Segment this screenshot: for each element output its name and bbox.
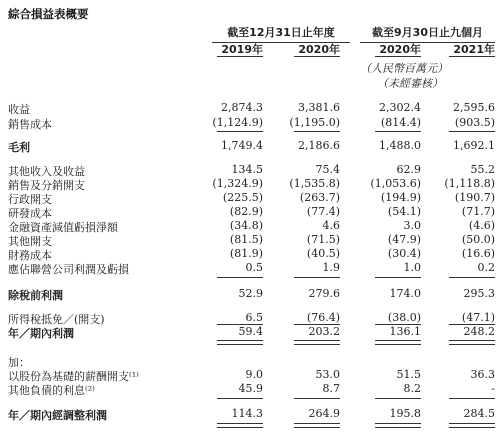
cell-value: 295.3	[463, 287, 495, 300]
table-row	[0, 163, 500, 177]
year-rule	[294, 56, 340, 57]
row-label: 除稅前利潤	[8, 289, 63, 302]
cell-value: (34.8)	[229, 219, 263, 232]
row-label: 其他收入及收益	[8, 165, 85, 178]
subtotal-rule	[294, 131, 340, 132]
cell-value: 0.2	[477, 261, 495, 274]
cell-value: (4.6)	[468, 219, 495, 232]
header-fiscal-year-label: 截至12月31日止年度	[227, 26, 335, 39]
subtotal-rule	[449, 398, 495, 399]
table-title: 綜合損益表概要	[8, 7, 89, 21]
cell-value: 2,595.6	[453, 101, 495, 114]
cell-value: (194.9)	[380, 191, 421, 204]
row-label: 銷售及分銷開支	[8, 179, 85, 192]
year-rule	[449, 56, 495, 57]
year-header: 2021年	[453, 43, 495, 56]
row-label: 其他開支	[8, 235, 52, 248]
cell-value: (38.0)	[387, 311, 421, 324]
cell-value: (16.6)	[461, 247, 495, 260]
cell-value: (82.9)	[229, 205, 263, 218]
cell-value: 4.6	[322, 219, 340, 232]
cell-value: 45.9	[238, 382, 263, 395]
cell-value: (81.5)	[229, 233, 263, 246]
cell-value: 284.5	[463, 407, 495, 420]
cell-value: 248.2	[463, 325, 495, 338]
row-label: 金融資產減值虧損淨額	[8, 221, 118, 234]
cell-value: (190.7)	[454, 191, 495, 204]
cell-value: 1.0	[403, 261, 421, 274]
total-double-rule	[375, 423, 421, 428]
cell-value: 3,381.6	[298, 101, 340, 114]
year-header: 2020年	[379, 43, 421, 56]
table-row	[0, 368, 500, 382]
cell-value: 2,186.6	[298, 139, 340, 152]
cell-value: 62.9	[396, 163, 421, 176]
cell-value: 2,302.4	[379, 101, 421, 114]
cell-value: 51.5	[396, 368, 421, 381]
year-header: 2019年	[221, 43, 263, 56]
cell-value: 264.9	[308, 407, 340, 420]
cell-value: 1.9	[322, 261, 340, 274]
cell-value: (81.9)	[229, 247, 263, 260]
cell-value: (76.4)	[306, 311, 340, 324]
cell-value: (1,053.6)	[370, 177, 421, 190]
total-double-rule	[375, 340, 421, 345]
subtotal-rule	[375, 131, 421, 132]
cell-value: (47.9)	[387, 233, 421, 246]
subtotal-rule	[217, 277, 263, 278]
table-row	[0, 311, 500, 325]
table-row	[0, 233, 500, 247]
cell-value: (71.5)	[306, 233, 340, 246]
cell-value: 36.3	[470, 368, 495, 381]
cell-value: 279.6	[308, 287, 340, 300]
table-row	[0, 116, 500, 130]
cell-value: 75.4	[315, 163, 340, 176]
cell-value: 8.2	[403, 382, 421, 395]
cell-value: 1,749.4	[221, 139, 263, 152]
total-double-rule	[217, 423, 263, 428]
cell-value: (77.4)	[306, 205, 340, 218]
cell-value: 9.0	[245, 368, 263, 381]
cell-value: 55.2	[470, 163, 495, 176]
cell-value: 114.3	[231, 407, 263, 420]
cell-value: (54.1)	[387, 205, 421, 218]
cell-value: (1,324.9)	[212, 177, 263, 190]
cell-value: 2,874.3	[221, 101, 263, 114]
row-label: 以股份為基礎的薪酬開支⁽¹⁾	[8, 370, 139, 383]
total-double-rule	[449, 423, 495, 428]
table-row	[0, 177, 500, 191]
cell-value: 174.0	[389, 287, 421, 300]
cell-value: 6.5	[245, 311, 263, 324]
cell-value: (71.7)	[461, 205, 495, 218]
cell-value: 195.8	[389, 407, 421, 420]
cell-value: (225.5)	[222, 191, 263, 204]
cell-value: 3.0	[403, 219, 421, 232]
row-label: 加：	[8, 356, 30, 369]
year-rule	[375, 56, 421, 57]
subtotal-rule	[217, 398, 263, 399]
cell-value: 203.2	[308, 325, 340, 338]
cell-value: 59.4	[238, 325, 263, 338]
table-row	[0, 247, 500, 261]
row-label: 行政開支	[8, 193, 52, 206]
cell-value: (903.5)	[454, 116, 495, 129]
subtotal-rule	[449, 277, 495, 278]
table-row	[0, 139, 500, 153]
cell-value: -	[491, 382, 495, 395]
cell-value: 53.0	[315, 368, 340, 381]
subtotal-rule	[449, 131, 495, 132]
cell-value: (50.0)	[461, 233, 495, 246]
cell-value: 1,488.0	[379, 139, 421, 152]
cell-value: (1,535.8)	[289, 177, 340, 190]
unit-label: （人民幣百萬元）	[360, 62, 448, 75]
table-row	[0, 382, 500, 396]
table-row	[0, 325, 500, 339]
subtotal-rule	[294, 277, 340, 278]
row-label: 所得稅抵免／(開支)	[8, 313, 105, 326]
total-double-rule	[449, 340, 495, 345]
row-label: 收益	[8, 103, 30, 116]
subtotal-rule	[294, 398, 340, 399]
subtotal-rule	[217, 131, 263, 132]
cell-value: 0.5	[245, 261, 263, 274]
total-double-rule	[217, 340, 263, 345]
cell-value: 134.5	[231, 163, 263, 176]
row-label: 研發成本	[8, 207, 52, 220]
cell-value: (814.4)	[380, 116, 421, 129]
cell-value: (263.7)	[299, 191, 340, 204]
header-nine-months-label: 截至9月30日止九個月	[372, 26, 483, 39]
year-rule	[217, 56, 263, 57]
table-row	[0, 219, 500, 233]
total-double-rule	[294, 340, 340, 345]
table-row	[0, 205, 500, 219]
cell-value: (1,118.8)	[444, 177, 495, 190]
cell-value: 8.7	[322, 382, 340, 395]
table-row	[0, 101, 500, 115]
row-label: 應佔聯營公司利潤及虧損	[8, 263, 129, 276]
cell-value: (30.4)	[387, 247, 421, 260]
table-row	[0, 261, 500, 275]
row-label: 銷售成本	[8, 118, 52, 131]
table-row	[0, 407, 500, 421]
row-label: 年／期內利潤	[8, 327, 74, 340]
subtotal-rule	[375, 398, 421, 399]
table-row	[0, 354, 500, 368]
year-header: 2020年	[298, 43, 340, 56]
row-label: 財務成本	[8, 249, 52, 262]
unaudited-label: （未經審核）	[377, 77, 443, 90]
row-label: 其他負債的利息⁽²⁾	[8, 384, 95, 397]
cell-value: (47.1)	[461, 311, 495, 324]
row-label: 毛利	[8, 141, 30, 154]
table-row	[0, 287, 500, 301]
cell-value: 136.1	[389, 325, 421, 338]
cell-value: 52.9	[238, 287, 263, 300]
cell-value: (40.5)	[306, 247, 340, 260]
cell-value: 1,692.1	[453, 139, 495, 152]
row-label: 年／期內經調整利潤	[8, 409, 107, 422]
cell-value: (1,124.9)	[212, 116, 263, 129]
subtotal-rule	[375, 277, 421, 278]
table-row	[0, 191, 500, 205]
cell-value: (1,195.0)	[289, 116, 340, 129]
total-double-rule	[294, 423, 340, 428]
